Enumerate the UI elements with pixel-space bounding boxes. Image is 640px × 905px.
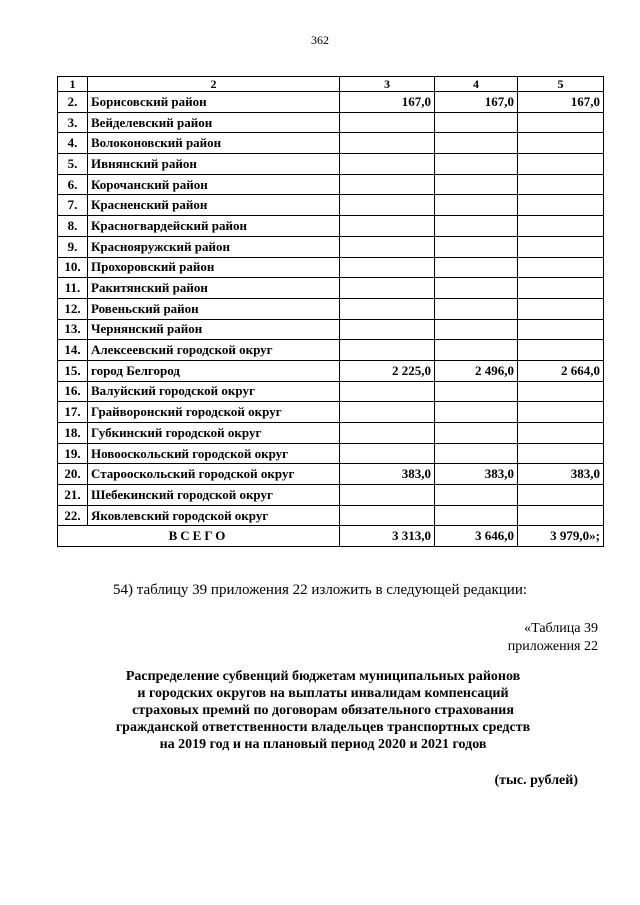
row-number: 2. <box>58 92 88 113</box>
row-value: 2 664,0 <box>518 360 604 381</box>
row-value <box>340 485 435 506</box>
table-row <box>58 174 604 195</box>
row-name: Новооскольский городской округ <box>88 443 340 464</box>
row-value <box>518 485 604 506</box>
row-value <box>435 381 518 402</box>
row-number: 6. <box>58 174 88 195</box>
title-line: гражданской ответственности владельцев транспортных средств <box>115 720 531 735</box>
row-value: 167,0 <box>340 92 435 113</box>
row-value: 383,0 <box>340 464 435 485</box>
row-value <box>435 236 518 257</box>
row-name: Корочанский район <box>88 174 340 195</box>
row-value <box>518 319 604 340</box>
total-value: 3 646,0 <box>435 526 518 547</box>
row-value <box>518 257 604 278</box>
row-number: 22. <box>58 505 88 526</box>
row-value <box>435 278 518 299</box>
row-name: Ивнянский район <box>88 154 340 175</box>
title-line: на 2019 год и на плановый период 2020 и 2021 годов <box>159 737 487 752</box>
row-name: Красногвардейский район <box>88 216 340 237</box>
row-value <box>518 236 604 257</box>
row-value <box>518 174 604 195</box>
table-reference <box>508 620 598 656</box>
document-title <box>60 668 586 753</box>
row-name: Волоконовский район <box>88 133 340 154</box>
row-value: 2 496,0 <box>435 360 518 381</box>
row-value <box>435 505 518 526</box>
row-value <box>340 505 435 526</box>
row-number: 3. <box>58 112 88 133</box>
row-name: Вейделевский район <box>88 112 340 133</box>
row-name: Чернянский район <box>88 319 340 340</box>
table-header-row <box>58 77 604 92</box>
row-value <box>518 133 604 154</box>
row-number: 15. <box>58 360 88 381</box>
row-value <box>518 154 604 175</box>
title-line: и городских округов на выплаты инвалидам компенсаций <box>137 686 509 701</box>
row-value <box>518 423 604 444</box>
row-value: 383,0 <box>518 464 604 485</box>
column-header: 1 <box>58 77 88 92</box>
row-name: Борисовский район <box>88 92 340 113</box>
row-name: Яковлевский городской округ <box>88 505 340 526</box>
title-line: Распределение субвенций бюджетам муниципальных районов <box>125 669 521 684</box>
column-header: 3 <box>340 77 435 92</box>
row-name: Красненский район <box>88 195 340 216</box>
total-label: ВСЕГО <box>58 526 340 547</box>
row-value <box>340 112 435 133</box>
subvention-table <box>57 76 604 547</box>
row-value <box>340 402 435 423</box>
title-line: страховых премий по договорам обязательного страхования <box>132 703 514 718</box>
table-row <box>58 133 604 154</box>
row-value: 2 225,0 <box>340 360 435 381</box>
row-value <box>518 340 604 361</box>
row-number: 19. <box>58 443 88 464</box>
row-value <box>435 443 518 464</box>
row-number: 5. <box>58 154 88 175</box>
row-value <box>340 278 435 299</box>
table-row <box>58 319 604 340</box>
row-value <box>435 319 518 340</box>
row-number: 18. <box>58 423 88 444</box>
row-value <box>435 423 518 444</box>
row-name: Валуйский городской округ <box>88 381 340 402</box>
table-reference-line: «Таблица 39 <box>524 621 598 636</box>
row-value <box>340 216 435 237</box>
row-number: 16. <box>58 381 88 402</box>
row-value <box>435 298 518 319</box>
row-value: 167,0 <box>518 92 604 113</box>
row-number: 10. <box>58 257 88 278</box>
row-number: 13. <box>58 319 88 340</box>
row-value <box>518 216 604 237</box>
row-value <box>435 174 518 195</box>
row-name: Алексеевский городской округ <box>88 340 340 361</box>
row-name: город Белгород <box>88 360 340 381</box>
total-row <box>58 526 604 547</box>
table-row <box>58 154 604 175</box>
table-row <box>58 216 604 237</box>
row-value <box>340 298 435 319</box>
row-value <box>340 423 435 444</box>
total-value: 3 979,0»; <box>518 526 604 547</box>
column-header: 5 <box>518 77 604 92</box>
row-value <box>518 443 604 464</box>
row-value <box>340 443 435 464</box>
row-number: 14. <box>58 340 88 361</box>
row-number: 9. <box>58 236 88 257</box>
row-number: 11. <box>58 278 88 299</box>
row-value <box>435 112 518 133</box>
row-value <box>435 402 518 423</box>
row-value <box>340 174 435 195</box>
row-name: Ракитянский район <box>88 278 340 299</box>
row-number: 12. <box>58 298 88 319</box>
row-value <box>435 195 518 216</box>
units-label: (тыс. рублей) <box>494 773 578 788</box>
table-row <box>58 485 604 506</box>
column-header: 2 <box>88 77 340 92</box>
row-name: Краснояружский район <box>88 236 340 257</box>
table-row <box>58 381 604 402</box>
row-number: 21. <box>58 485 88 506</box>
row-value <box>435 257 518 278</box>
table-row <box>58 236 604 257</box>
row-value <box>518 195 604 216</box>
table-row <box>58 464 604 485</box>
table-row <box>58 505 604 526</box>
table-row <box>58 360 604 381</box>
row-value <box>518 112 604 133</box>
row-value <box>435 340 518 361</box>
row-name: Губкинский городской округ <box>88 423 340 444</box>
page-number: 362 <box>311 33 329 47</box>
row-name: Ровеньский район <box>88 298 340 319</box>
amendment-paragraph: 54) таблицу 39 приложения 22 изложить в следующей редакции: <box>112 582 528 598</box>
table-row <box>58 92 604 113</box>
row-value <box>340 133 435 154</box>
row-value <box>340 236 435 257</box>
row-value <box>518 278 604 299</box>
row-value <box>340 257 435 278</box>
column-header: 4 <box>435 77 518 92</box>
row-number: 17. <box>58 402 88 423</box>
table-row <box>58 298 604 319</box>
row-value <box>340 154 435 175</box>
table-row <box>58 423 604 444</box>
table-row <box>58 340 604 361</box>
row-value <box>340 195 435 216</box>
row-value <box>435 133 518 154</box>
table-row <box>58 112 604 133</box>
row-value: 167,0 <box>435 92 518 113</box>
row-value <box>340 319 435 340</box>
row-value: 383,0 <box>435 464 518 485</box>
row-name: Шебекинский городской округ <box>88 485 340 506</box>
table-row <box>58 278 604 299</box>
row-name: Старооскольский городской округ <box>88 464 340 485</box>
row-value <box>340 340 435 361</box>
table-reference-line: приложения 22 <box>507 639 598 654</box>
row-value <box>435 216 518 237</box>
row-value <box>435 154 518 175</box>
row-number: 4. <box>58 133 88 154</box>
row-value <box>340 381 435 402</box>
row-value <box>435 485 518 506</box>
row-value <box>518 381 604 402</box>
row-value <box>518 402 604 423</box>
table-row <box>58 257 604 278</box>
row-name: Грайворонский городской округ <box>88 402 340 423</box>
row-number: 8. <box>58 216 88 237</box>
row-name: Прохоровский район <box>88 257 340 278</box>
table-row <box>58 195 604 216</box>
total-value: 3 313,0 <box>340 526 435 547</box>
table-row <box>58 443 604 464</box>
table-row <box>58 402 604 423</box>
row-number: 7. <box>58 195 88 216</box>
row-value <box>518 298 604 319</box>
row-number: 20. <box>58 464 88 485</box>
row-value <box>518 505 604 526</box>
